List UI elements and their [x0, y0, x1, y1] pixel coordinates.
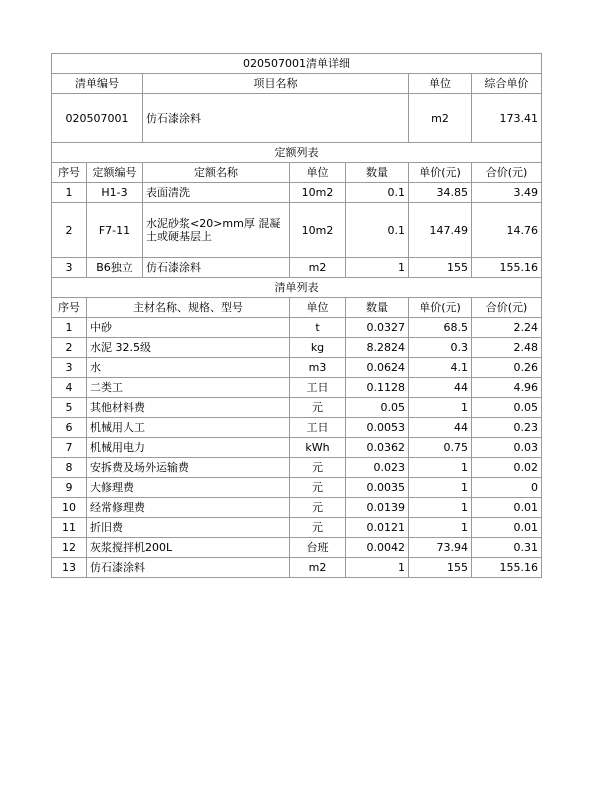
material-name: 仿石漆涂料: [87, 558, 290, 578]
material-price: 0.3: [409, 338, 472, 358]
material-no: 9: [52, 478, 87, 498]
quota-header-price: 单价(元): [409, 163, 472, 183]
material-row: [52, 538, 542, 558]
material-price: 73.94: [409, 538, 472, 558]
material-qty: 0.0042: [346, 538, 409, 558]
material-unit: m3: [290, 358, 346, 378]
header-unit: 单位: [409, 74, 472, 94]
material-row: [52, 438, 542, 458]
quota-qty: 1: [346, 258, 409, 278]
material-price: 1: [409, 518, 472, 538]
item-unit: m2: [409, 94, 472, 143]
item-price: 173.41: [472, 94, 542, 143]
quota-name: 表面清洗: [143, 183, 290, 203]
quota-qty: 0.1: [346, 183, 409, 203]
material-no: 13: [52, 558, 87, 578]
material-header-unit: 单位: [290, 298, 346, 318]
material-qty: 0.1128: [346, 378, 409, 398]
material-qty: 0.0362: [346, 438, 409, 458]
item-name: 仿石漆涂料: [143, 94, 409, 143]
material-name: 灰浆搅拌机200L: [87, 538, 290, 558]
quota-row: [52, 203, 542, 258]
material-row: [52, 318, 542, 338]
material-no: 5: [52, 398, 87, 418]
quota-qty: 0.1: [346, 203, 409, 258]
material-row: [52, 358, 542, 378]
material-qty: 1: [346, 558, 409, 578]
quota-price: 155: [409, 258, 472, 278]
material-total: 0: [472, 478, 542, 498]
material-total: 0.31: [472, 538, 542, 558]
quota-row: [52, 258, 542, 278]
material-unit: 元: [290, 478, 346, 498]
quota-unit: m2: [290, 258, 346, 278]
material-name: 水: [87, 358, 290, 378]
material-header-price: 单价(元): [409, 298, 472, 318]
quota-header-code: 定额编号: [87, 163, 143, 183]
material-qty: 0.0121: [346, 518, 409, 538]
material-header-total: 合价(元): [472, 298, 542, 318]
material-price: 1: [409, 498, 472, 518]
quota-code: F7-11: [87, 203, 143, 258]
material-unit: 工日: [290, 378, 346, 398]
material-header-row: [52, 298, 542, 318]
material-total: 0.02: [472, 458, 542, 478]
material-unit: m2: [290, 558, 346, 578]
bill-detail-table: [51, 53, 542, 578]
material-name: 其他材料费: [87, 398, 290, 418]
material-price: 0.75: [409, 438, 472, 458]
quota-row: [52, 183, 542, 203]
material-qty: 0.023: [346, 458, 409, 478]
material-unit: 元: [290, 398, 346, 418]
material-price: 68.5: [409, 318, 472, 338]
material-no: 3: [52, 358, 87, 378]
material-no: 6: [52, 418, 87, 438]
material-total: 0.01: [472, 518, 542, 538]
header-code: 清单编号: [52, 74, 143, 94]
material-header-no: 序号: [52, 298, 87, 318]
sheet-title: 020507001清单详细: [52, 54, 542, 74]
quota-price: 147.49: [409, 203, 472, 258]
material-unit: kWh: [290, 438, 346, 458]
quota-header-name: 定额名称: [143, 163, 290, 183]
material-price: 1: [409, 478, 472, 498]
material-price: 44: [409, 378, 472, 398]
material-name: 经常修理费: [87, 498, 290, 518]
quota-total: 155.16: [472, 258, 542, 278]
material-name: 安拆费及场外运输费: [87, 458, 290, 478]
material-qty: 8.2824: [346, 338, 409, 358]
quota-total: 3.49: [472, 183, 542, 203]
material-total: 0.05: [472, 398, 542, 418]
quota-name: 水泥砂浆<20>mm厚 混凝土或硬基层上: [143, 203, 290, 258]
material-section-title: 清单列表: [52, 278, 542, 298]
quota-no: 1: [52, 183, 87, 203]
material-price: 44: [409, 418, 472, 438]
material-no: 11: [52, 518, 87, 538]
material-total: 0.26: [472, 358, 542, 378]
quota-code: H1-3: [87, 183, 143, 203]
header-price: 综合单价: [472, 74, 542, 94]
quota-unit: 10m2: [290, 203, 346, 258]
item-code: 020507001: [52, 94, 143, 143]
material-price: 1: [409, 398, 472, 418]
material-name: 水泥 32.5级: [87, 338, 290, 358]
quota-header-qty: 数量: [346, 163, 409, 183]
material-qty: 0.05: [346, 398, 409, 418]
material-row: [52, 338, 542, 358]
material-no: 10: [52, 498, 87, 518]
material-row: [52, 558, 542, 578]
material-name: 中砂: [87, 318, 290, 338]
material-header-qty: 数量: [346, 298, 409, 318]
quota-unit: 10m2: [290, 183, 346, 203]
material-total: 155.16: [472, 558, 542, 578]
material-name: 机械用电力: [87, 438, 290, 458]
material-price: 4.1: [409, 358, 472, 378]
material-header-name: 主材名称、规格、型号: [87, 298, 290, 318]
material-no: 1: [52, 318, 87, 338]
material-unit: 元: [290, 458, 346, 478]
material-row: [52, 518, 542, 538]
material-name: 二类工: [87, 378, 290, 398]
quota-header-total: 合价(元): [472, 163, 542, 183]
bill-detail-sheet: [51, 53, 541, 578]
material-unit: 工日: [290, 418, 346, 438]
material-qty: 0.0035: [346, 478, 409, 498]
quota-name: 仿石漆涂料: [143, 258, 290, 278]
material-price: 1: [409, 458, 472, 478]
material-total: 0.03: [472, 438, 542, 458]
quota-code: B6独立: [87, 258, 143, 278]
material-no: 8: [52, 458, 87, 478]
material-unit: 台班: [290, 538, 346, 558]
material-row: [52, 418, 542, 438]
material-row: [52, 458, 542, 478]
material-total: 2.48: [472, 338, 542, 358]
quota-header-unit: 单位: [290, 163, 346, 183]
material-price: 155: [409, 558, 472, 578]
material-no: 2: [52, 338, 87, 358]
material-unit: t: [290, 318, 346, 338]
material-row: [52, 498, 542, 518]
material-qty: 0.0053: [346, 418, 409, 438]
material-unit: 元: [290, 518, 346, 538]
quota-header-no: 序号: [52, 163, 87, 183]
material-total: 4.96: [472, 378, 542, 398]
material-total: 2.24: [472, 318, 542, 338]
header-name: 项目名称: [143, 74, 409, 94]
material-row: [52, 378, 542, 398]
quota-section-title: 定额列表: [52, 143, 542, 163]
material-no: 4: [52, 378, 87, 398]
material-row: [52, 478, 542, 498]
material-name: 大修理费: [87, 478, 290, 498]
material-qty: 0.0139: [346, 498, 409, 518]
quota-total: 14.76: [472, 203, 542, 258]
material-no: 7: [52, 438, 87, 458]
quota-no: 3: [52, 258, 87, 278]
material-name: 折旧费: [87, 518, 290, 538]
quota-header-row: [52, 163, 542, 183]
material-unit: 元: [290, 498, 346, 518]
quota-no: 2: [52, 203, 87, 258]
material-qty: 0.0327: [346, 318, 409, 338]
material-row: [52, 398, 542, 418]
quota-price: 34.85: [409, 183, 472, 203]
material-total: 0.23: [472, 418, 542, 438]
material-no: 12: [52, 538, 87, 558]
material-total: 0.01: [472, 498, 542, 518]
material-name: 机械用人工: [87, 418, 290, 438]
material-unit: kg: [290, 338, 346, 358]
material-qty: 0.0624: [346, 358, 409, 378]
